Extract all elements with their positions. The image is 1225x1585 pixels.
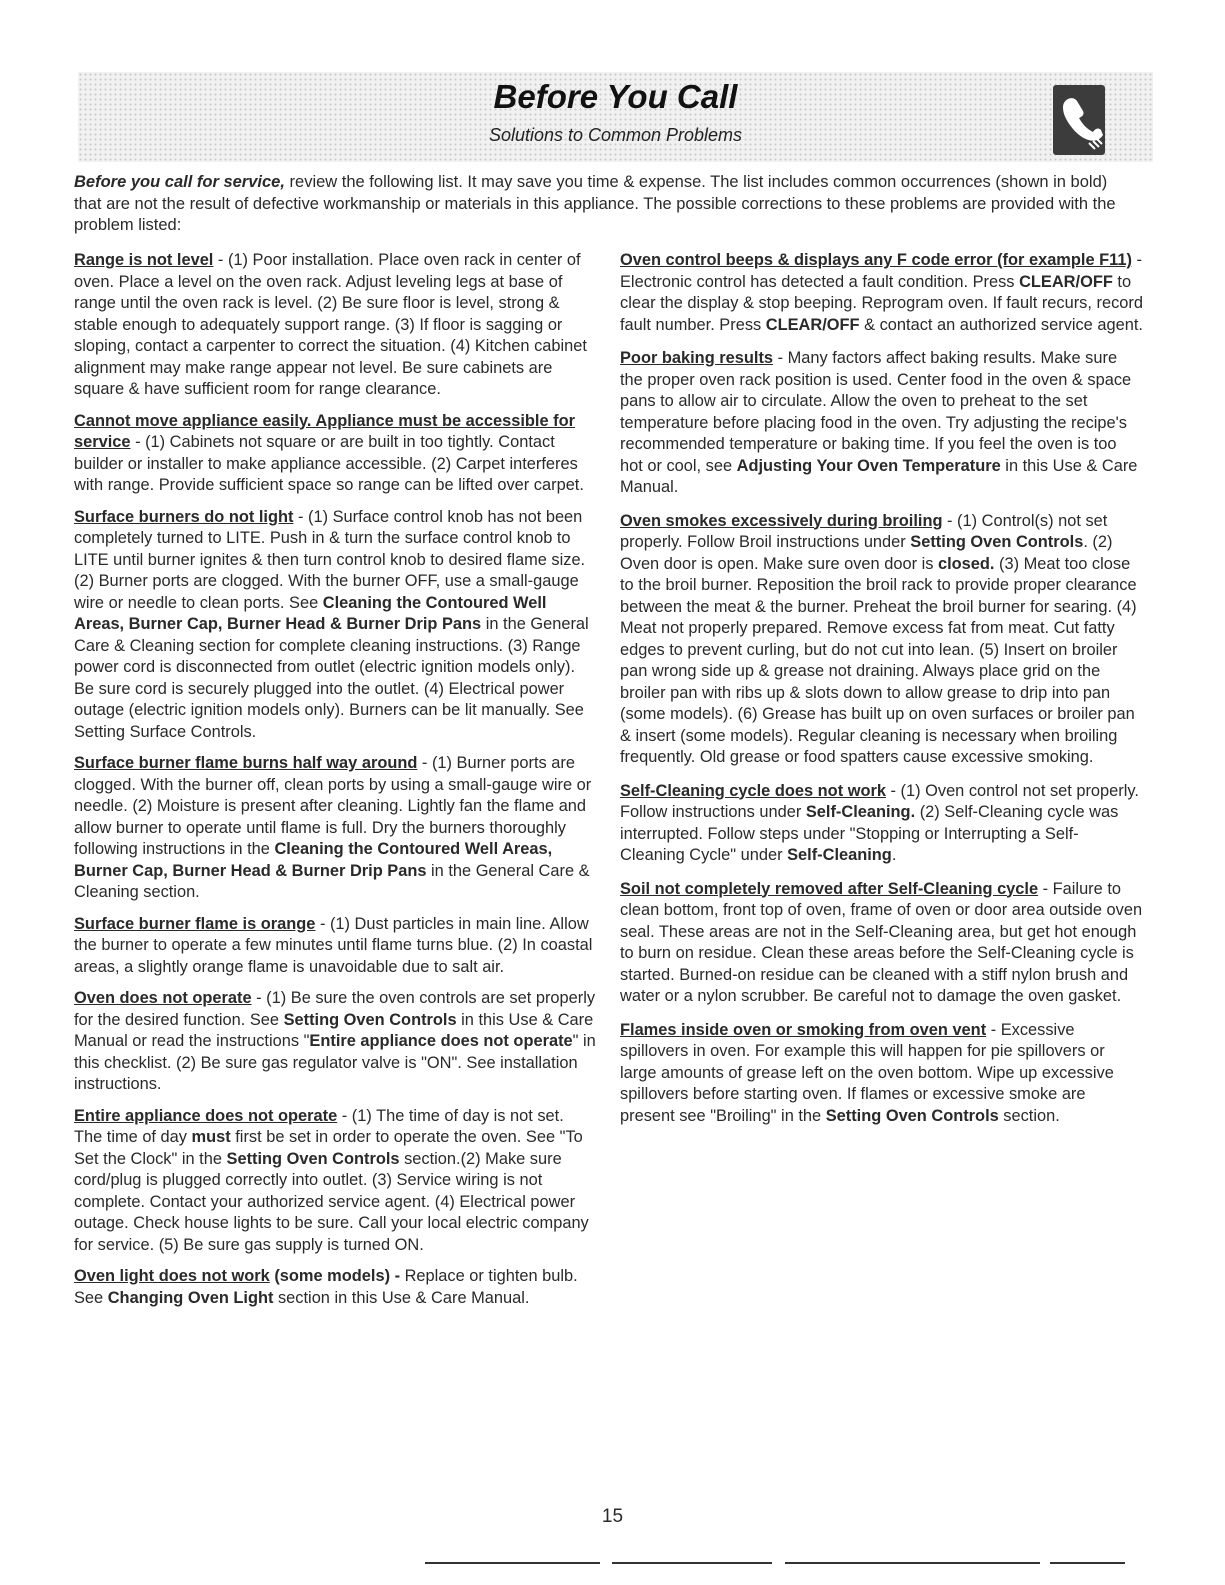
bold-reference: (some models) -	[269, 1267, 405, 1285]
solution-text: - Excessive spillovers in oven. For example this will happen for pie spillovers or large amounts of grease left on the oven bottom. Wipe up excessive spillovers before starting oven. If flames or excessive smoke are present see "Broiling" in the	[620, 1020, 1114, 1125]
solution-text: . (2) Oven door is open. Make sure oven door is	[620, 533, 1113, 573]
bold-reference: Self-Cleaning	[787, 846, 892, 864]
problem-heading: Poor baking results	[620, 349, 774, 367]
bold-reference: Setting Oven Controls	[910, 533, 1084, 551]
solution-text: in the General Care & Cleaning section for complete cleaning instructions. (3) Range power cord is disconnected from outlet (electric ignition models only). Be sure cord is securely plugged into the outlet. (4) Electrical power outage (electric ignition models only). Burners can be lit manually. See Setting Surface Controls.	[74, 615, 589, 741]
problem-heading: Surface burner flame is orange	[74, 914, 316, 933]
solution-text: - (1) The time of day is not set. The time of day	[74, 1106, 564, 1146]
solution-text: in this Use & Care Manual.	[620, 456, 1138, 496]
solution-text: (3) Meat too close to the broil burner. Reposition the broil rack to provide proper clearance between the meat & the burner. Preheat the broil burner for searing. (4) Meat not properly prepared. Remove excess fat from meat. Cut fatty edges to prevent curling, but do not cut into lean. (5) Insert on broiler pan wrong side up & grease not draining. Always place grid on the broiler pan with ribs up & slots down to allow grease to drip into pan (some models). (6) Grease has built up on oven surfaces or broiler pan & insert (some models). Regular cleaning is necessary when broiling frequently. Old grease or food spatters cause excessive smoking.	[620, 554, 1137, 766]
intro-lead: Before you call for service,	[74, 173, 285, 191]
solution-text: section.(2) Make sure cord/plug is plugged correctly into outlet. (3) Service wiring is not complete. Contact your authorized service agent. (4) Electrical power outage. Check house lights to be sure. Call your local electric company for service. (5) Be sure gas supply is turned ON.	[74, 1149, 589, 1254]
problem-heading: Oven smokes excessively during broiling	[620, 511, 943, 530]
solution-text: - (1) Burner ports are clogged. With the burner off, clean ports by using a small-gauge wire or needle. (2) Moisture is present after cleaning. Lightly fan the flame and allow burner to operate until flame is full. Dry the burners thoroughly following instructions in the	[74, 754, 592, 858]
solution-text: - (1) Dust particles in main line. Allow the burner to operate a few minutes until flame turns blue. (2) In coastal areas, a slightly orange flame is unavoidable due to salt air.	[74, 914, 593, 976]
problem-heading: Range is not level	[74, 251, 214, 269]
troubleshooting-entry	[74, 411, 596, 497]
solution-text: section.	[998, 1106, 1060, 1125]
bold-reference: closed.	[937, 554, 995, 573]
troubleshooting-entry	[74, 988, 596, 1096]
solution-text: .	[891, 846, 897, 864]
solution-text: - (1) Control(s) not set properly. Follow Broil instructions under	[620, 511, 1108, 551]
bold-reference: Setting Oven Controls	[825, 1106, 999, 1125]
troubleshooting-entry	[620, 511, 1143, 769]
page-title: Before You Call	[493, 78, 738, 115]
solution-text: - (1) Surface control knob has not been completely turned to LITE. Push in & turn the surface control knob to LITE until burner ignites & then turn control knob to desired flame size. (2) Burner ports are clogged. With the burner OFF, use a small-gauge wire or needle to clean ports. See	[74, 507, 586, 612]
bold-reference: Setting Oven Controls	[283, 1010, 457, 1029]
right-column	[620, 250, 1143, 1139]
bold-reference: must	[191, 1128, 231, 1146]
troubleshooting-entry	[74, 507, 596, 744]
solution-text: first be set in order to operate the oven. See "To Set the Clock" in the	[74, 1128, 583, 1168]
troubleshooting-entry	[74, 914, 596, 979]
troubleshooting-entry	[620, 250, 1143, 336]
solution-text: section in this Use & Care Manual.	[273, 1288, 530, 1307]
problem-heading: Self-Cleaning cycle does not work	[620, 781, 886, 800]
solution-text: - Failure to clean bottom, front top of oven, frame of oven or door area outside oven seal. These areas are not in the Self-Cleaning area, but get hot enough to burn on residue. Clean these areas before the Self-Cleaning cycle is started. Burned-on residue can be cleaned with a stiff nylon brush and water or a nylon scrubber. Be careful not to damage the oven gasket.	[620, 879, 1143, 1005]
bold-reference: Changing Oven Light	[107, 1288, 274, 1307]
solution-text: - (1) Poor installation. Place oven rack in center of oven. Place a level on the oven rack. Adjust leveling legs at base of range until the oven rack is level. (2) Be sure floor is level, strong & stable enough to adequately support range. (3) If floor is sagging or sloping, contact a carpenter to correct the situation. (4) Kitchen cabinet alignment may make range appear not level. Be sure cabinets are square & have sufficient room for range clearance.	[74, 251, 587, 398]
bottom-rule	[785, 1562, 1040, 1564]
troubleshooting-entry	[620, 781, 1143, 867]
bold-reference: Setting Oven Controls	[226, 1149, 400, 1168]
bold-reference: Entire appliance does not operate	[309, 1032, 573, 1050]
phone-icon	[1053, 85, 1105, 155]
problem-heading: Oven control beeps & displays any F code error (for example F11)	[620, 251, 1132, 269]
solution-text: in this Use & Care Manual or read the instructions "	[74, 1010, 594, 1050]
bold-reference: Adjusting Your Oven Temperature	[736, 456, 1001, 475]
problem-heading: Soil not completely removed after Self-Cleaning cycle	[620, 879, 1039, 898]
troubleshooting-entry	[620, 348, 1143, 499]
page-header	[78, 72, 1153, 162]
solution-text: - (1) Be sure the oven controls are set properly for the desired function. See	[74, 989, 596, 1029]
solution-text: - Many factors affect baking results. Make sure the proper oven rack position is used. Center food in the oven & space pans to allow air to circulate. Allow the oven to preheat to the set temperature before placing food in the oven. Try adjusting the recipe's recommended temperature or baking time. If you feel the oven is too hot or cool, see	[620, 349, 1132, 475]
bold-reference: Cleaning the Contoured Well Areas, Burner Cap, Burner Head & Burner Drip Pans	[74, 593, 547, 633]
problem-heading: Entire appliance does not operate	[74, 1106, 338, 1125]
bold-reference: CLEAR/OFF	[765, 315, 860, 334]
bold-reference: CLEAR/OFF	[1019, 272, 1113, 291]
page-subtitle: Solutions to Common Problems	[488, 125, 743, 145]
problem-heading: Flames inside oven or smoking from oven vent	[620, 1020, 987, 1039]
solution-text: in the General Care & Cleaning section.	[74, 861, 590, 901]
left-column	[74, 250, 596, 1319]
problem-heading: Oven light does not work	[74, 1267, 270, 1285]
troubleshooting-entry	[74, 1266, 596, 1309]
intro-text: review the following list. It may save you time & expense. The list includes common occurrences (shown in bold) that are not the result of defective workmanship or materials in this appliance. The possible corrections to these problems are provided with the problem listed:	[74, 173, 1116, 234]
problem-heading: Surface burner flame burns half way around	[74, 754, 418, 772]
bold-reference: Cleaning the Contoured Well Areas, Burner Cap, Burner Head & Burner Drip Pans	[74, 840, 553, 880]
solution-text: (2) Self-Cleaning cycle was interrupted. Follow steps under "Stopping or Interrupting a Self-Cleaning Cycle" under	[620, 803, 1119, 864]
troubleshooting-entry	[74, 1106, 596, 1257]
troubleshooting-entry	[620, 1020, 1143, 1128]
solution-text: " in this checklist. (2) Be sure gas regulator valve is "ON". See installation instructions.	[74, 1032, 596, 1093]
solution-text: - (1) Oven control not set properly. Follow instructions under	[620, 781, 1139, 821]
problem-heading: Surface burners do not light	[74, 507, 294, 526]
bottom-rule	[612, 1562, 772, 1564]
bottom-rule	[425, 1562, 600, 1564]
solution-text: to clear the display & stop beeping. Reprogram oven. If fault recurs, record fault number. Press	[620, 272, 1143, 334]
solution-text: & contact an authorized service agent.	[859, 315, 1143, 334]
bottom-rule	[1050, 1562, 1125, 1564]
solution-text: - (1) Cabinets not square or are built in too tightly. Contact builder or installer to make appliance accessible. (2) Carpet interferes with range. Provide sufficient space so range can be lifted over carpet.	[74, 433, 584, 494]
troubleshooting-entry	[74, 250, 596, 401]
intro-paragraph	[74, 172, 1134, 237]
troubleshooting-entry	[620, 879, 1143, 1008]
page-number: 15	[601, 1506, 624, 1527]
problem-heading: Oven does not operate	[74, 989, 252, 1007]
solution-text: Replace or tighten bulb. See	[74, 1267, 578, 1307]
solution-text: - Electronic control has detected a fault condition. Press	[620, 251, 1142, 291]
troubleshooting-entry	[74, 753, 596, 904]
problem-heading: Cannot move appliance easily. Appliance must be accessible for service	[74, 411, 575, 451]
bold-reference: Self-Cleaning.	[805, 803, 916, 821]
